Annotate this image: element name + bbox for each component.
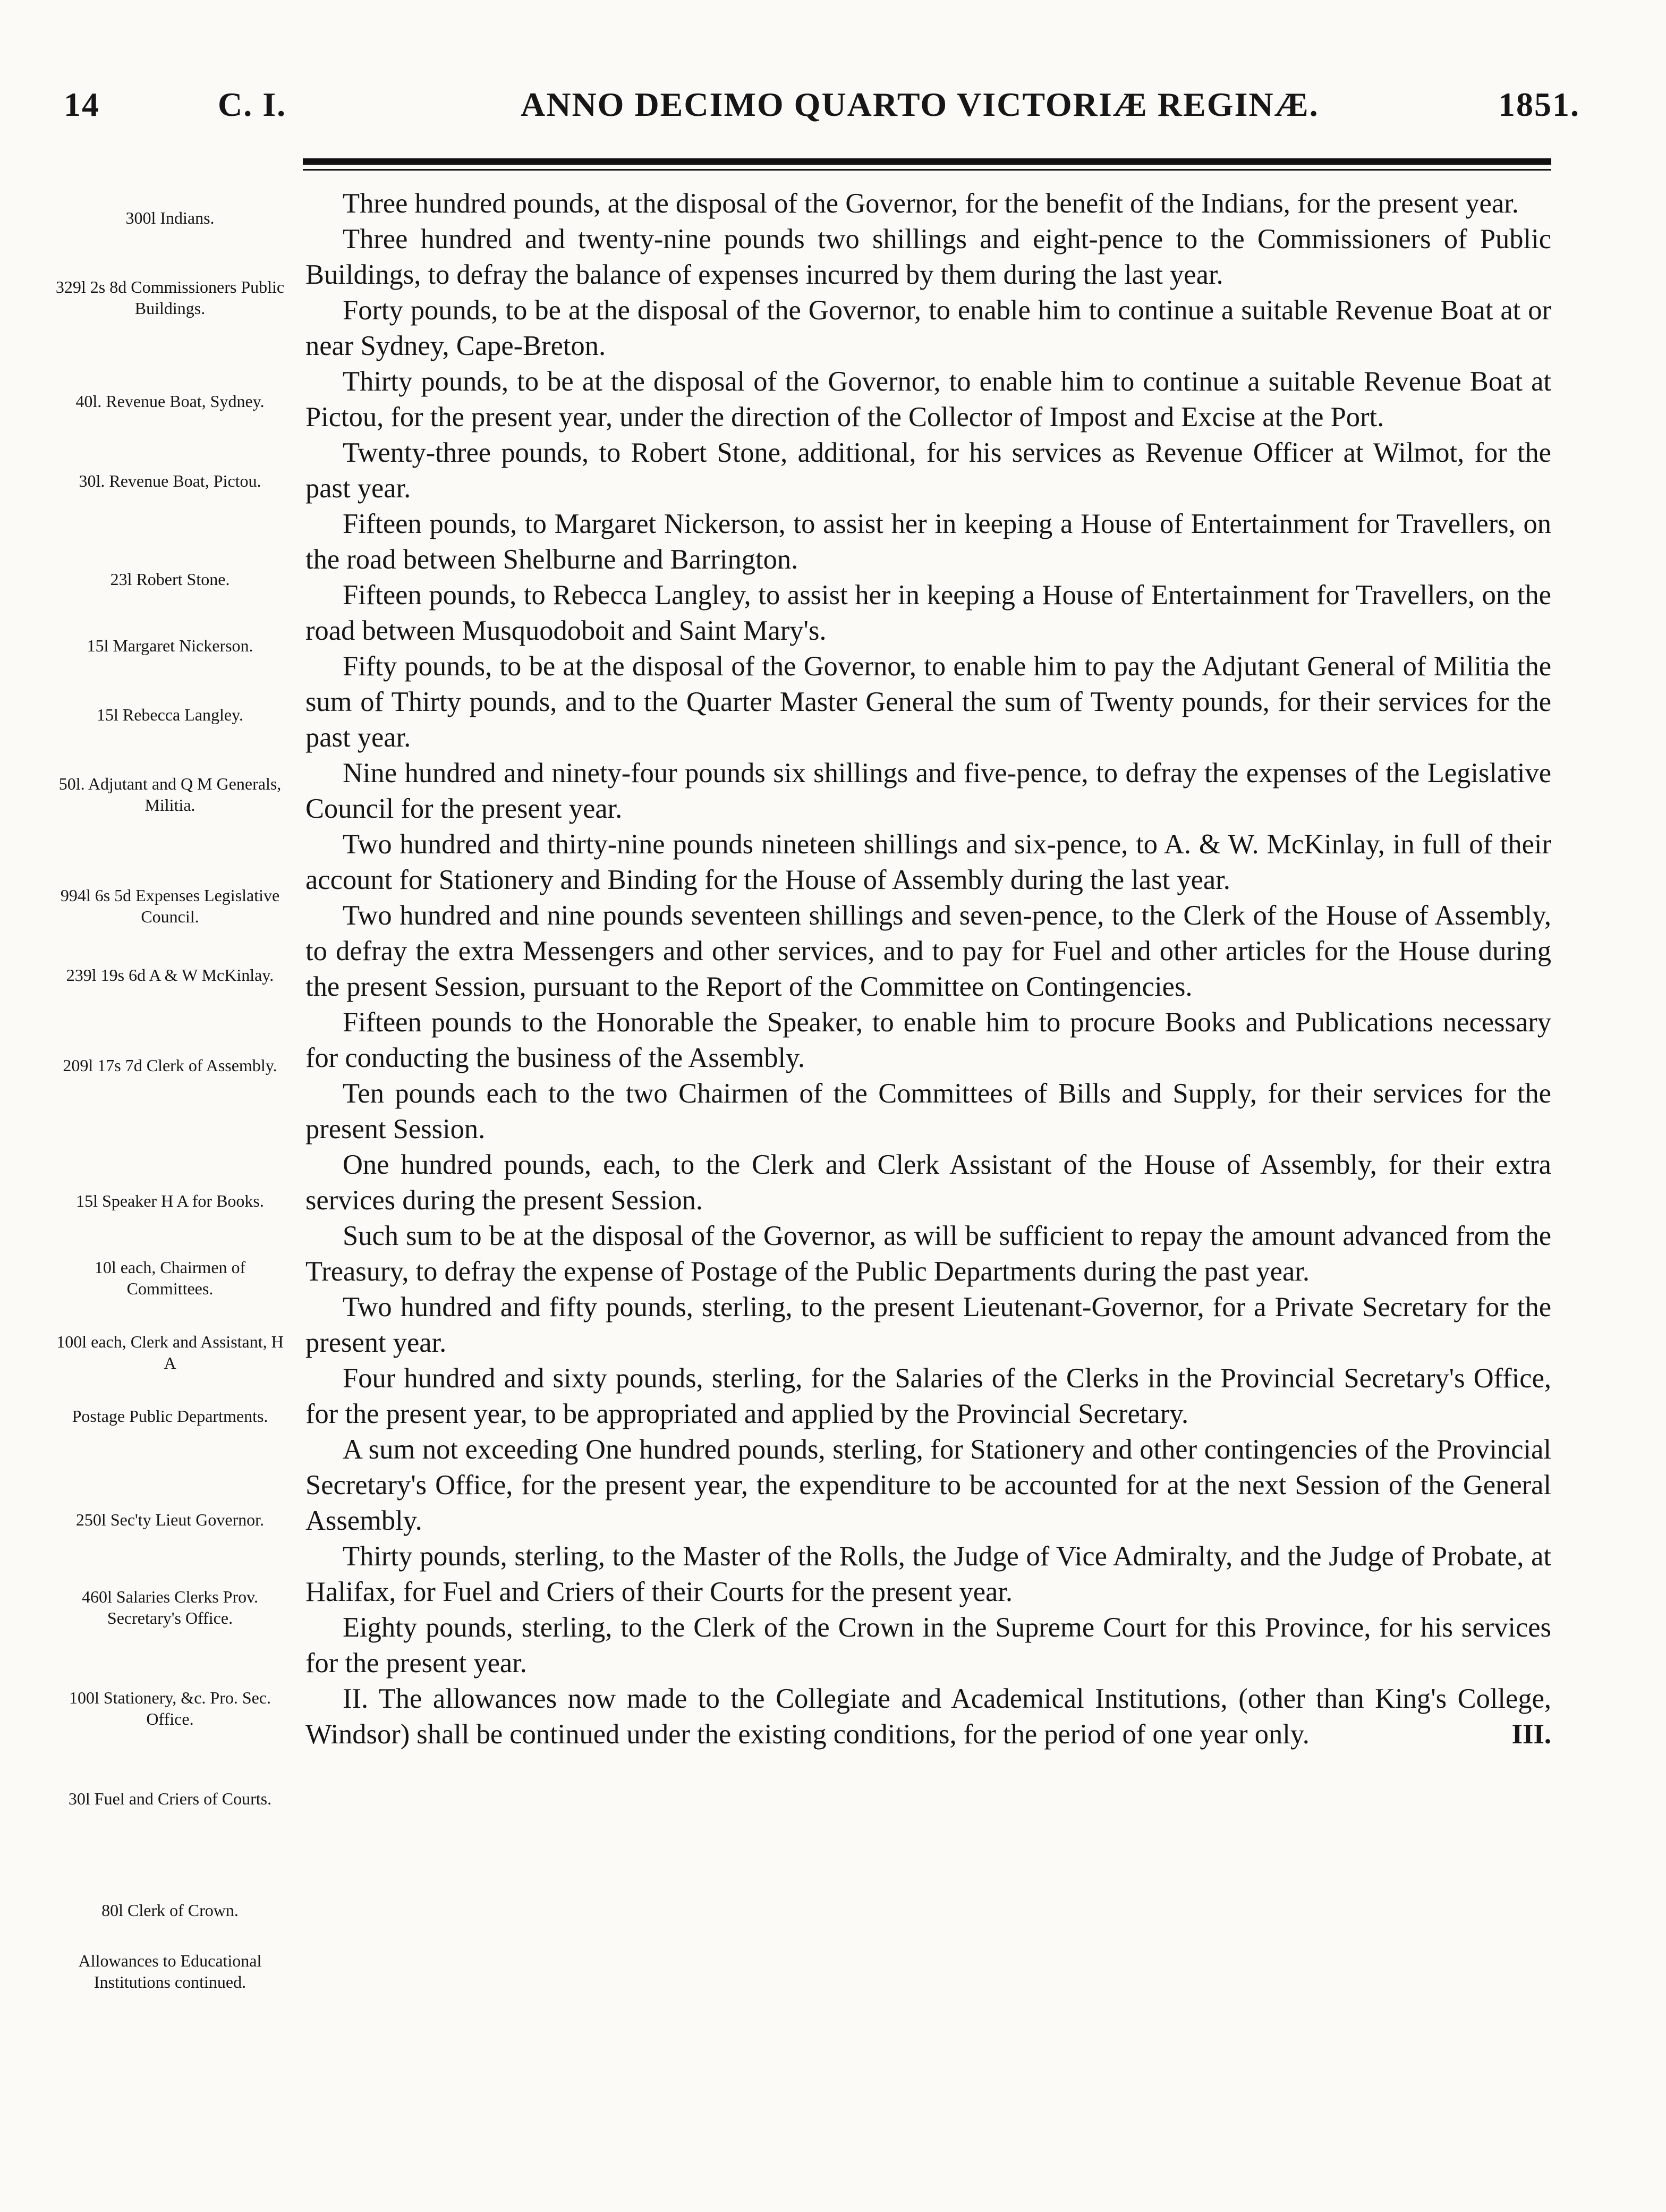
margin-note: 239l 19s 6d A & W McKinlay. (66, 965, 274, 985)
margin-note: 15l Rebecca Langley. (96, 705, 243, 724)
margin-note: 80l Clerk of Crown. (101, 1901, 239, 1920)
margin-note: 329l 2s 8d Commissioners Public Buildings. (55, 277, 285, 318)
margin-note: 300l Indians. (125, 208, 215, 227)
margin-note: 30l. Revenue Boat, Pictou. (79, 471, 261, 490)
paragraph: A sum not exceeding One hundred pounds, sterling, for Stationery and other contingencies of the Provincial Secretary's Office, for the present year, the expenditure to be accounted for at the next Session of the General Assembly. (305, 1434, 1551, 1536)
paragraph: Nine hundred and ninety-four pounds six shillings and five-pence, to defray the expenses of the Legislative Council for the present year. (305, 758, 1551, 824)
running-title: ANNO DECIMO QUARTO VICTORIÆ REGINÆ. (521, 86, 1319, 123)
running-header (42, 80, 1580, 133)
margin-note: 30l Fuel and Criers of Courts. (68, 1789, 272, 1808)
margin-note: 50l. Adjutant and Q M Generals, Militia. (58, 774, 282, 815)
header-rule-thick (303, 158, 1551, 165)
paragraph: Twenty-three pounds, to Robert Stone, additional, for his services as Revenue Officer at Wilmot, for the past year. (305, 437, 1551, 504)
margin-note: 100l each, Clerk and Assistant, H A (56, 1332, 284, 1372)
paragraph: Fifteen pounds, to Rebecca Langley, to assist her in keeping a House of Entertainment for Travellers, on the road between Musquodoboit and Saint Mary's. (305, 580, 1551, 646)
margin-note: 250l Sec'ty Lieut Governor. (75, 1510, 265, 1529)
margin-note: Postage Public Departments. (72, 1406, 268, 1426)
paragraph: Two hundred and thirty-nine pounds nineteen shillings and six-pence, to A. & W. McKinlay, in full of their account for Stationery and Binding for the House of Assembly during the last year. (305, 829, 1551, 895)
catchword: III. (1511, 1719, 1551, 1750)
margin-note: 15l Margaret Nickerson. (87, 636, 253, 655)
paragraph: Thirty pounds, to be at the disposal of the Governor, to enable him to continue a suitable Revenue Boat at Pictou, for the present year, under the direction of the Collector of Impost and Excise at the Port. (305, 366, 1551, 433)
paragraph: One hundred pounds, each, to the Clerk and Clerk Assistant of the House of Assembly, for their extra services during the present Session. (305, 1149, 1551, 1216)
chapter-number: C. I. (218, 86, 287, 123)
header-year: 1851. (1498, 86, 1580, 123)
paragraph: Three hundred pounds, at the disposal of the Governor, for the benefit of the Indians, for the present year. (343, 188, 1519, 219)
paragraph: Forty pounds, to be at the disposal of the Governor, to enable him to continue a suitable Revenue Boat at or near Sydney, Cape-Breton. (305, 295, 1551, 361)
paragraph: Thirty pounds, sterling, to the Master of the Rolls, the Judge of Vice Admiralty, and the Judge of Probate, at Halifax, for Fuel and Criers of their Courts for the present year. (305, 1541, 1551, 1607)
paragraph: Two hundred and nine pounds seventeen shillings and seven-pence, to the Clerk of the House of Assembly, to defray the extra Messengers and other services, and to pay for Fuel and other articles for the House during the present Session, pursuant to the Report of the Committee on Contingencies. (305, 900, 1551, 1002)
body-text (305, 186, 1551, 1752)
paragraph: Two hundred and fifty pounds, sterling, to the present Lieutenant-Governor, for a Private Secretary for the present year. (305, 1292, 1551, 1358)
paragraph: Fifty pounds, to be at the disposal of the Governor, to enable him to pay the Adjutant General of Militia the sum of Thirty pounds, and to the Quarter Master General the sum of Twenty pounds, for their services for the past year. (305, 651, 1551, 753)
margin-note: 209l 17s 7d Clerk of Assembly. (63, 1056, 277, 1075)
margin-note: Allowances to Educational Institutions continued. (78, 1951, 262, 1991)
paragraph: Fifteen pounds to the Honorable the Speaker, to enable him to procure Books and Publications necessary for conducting the business of the Assembly. (305, 1007, 1551, 1073)
paragraph: Four hundred and sixty pounds, sterling, for the Salaries of the Clerks in the Provincial Secretary's Office, for the present year, to be appropriated and applied by the Provincial Secretary. (305, 1363, 1551, 1429)
paragraph: Fifteen pounds, to Margaret Nickerson, to assist her in keeping a House of Entertainment for Travellers, on the road between Shelburne and Barrington. (305, 508, 1551, 575)
paragraph: II. The allowances now made to the Collegiate and Academical Institutions, (other than King's College, Windsor) shall be continued under the existing conditions, for the period of one year only. (305, 1683, 1551, 1750)
page-number: 14 (64, 86, 100, 123)
margin-note: 460l Salaries Clerks Prov. Secretary's Office. (81, 1587, 259, 1628)
margin-note: 100l Stationery, &c. Pro. Sec. Office. (69, 1688, 271, 1728)
margin-note: 10l each, Chairmen of Committees. (94, 1258, 246, 1298)
margin-note: 15l Speaker H A for Books. (76, 1191, 264, 1210)
margin-note: 40l. Revenue Boat, Sydney. (75, 392, 265, 411)
paragraph: Such sum to be at the disposal of the Governor, as will be sufficient to repay the amount advanced from the Treasury, to defray the expense of Postage of the Public Departments during the past year. (305, 1221, 1551, 1287)
paragraph: Three hundred and twenty-nine pounds two shillings and eight-pence to the Commissioners of Public Buildings, to defray the balance of expenses incurred by them during the last year. (305, 224, 1551, 290)
header-rule-thin (303, 169, 1551, 171)
margin-note: 994l 6s 5d Expenses Legislative Council. (60, 886, 280, 926)
margin-note: 23l Robert Stone. (110, 570, 230, 589)
paragraph: Ten pounds each to the two Chairmen of the Committees of Bills and Supply, for their services for the present Session. (305, 1078, 1551, 1145)
paragraph: Eighty pounds, sterling, to the Clerk of the Crown in the Supreme Court for this Province, for his services for the present year. (305, 1612, 1551, 1679)
